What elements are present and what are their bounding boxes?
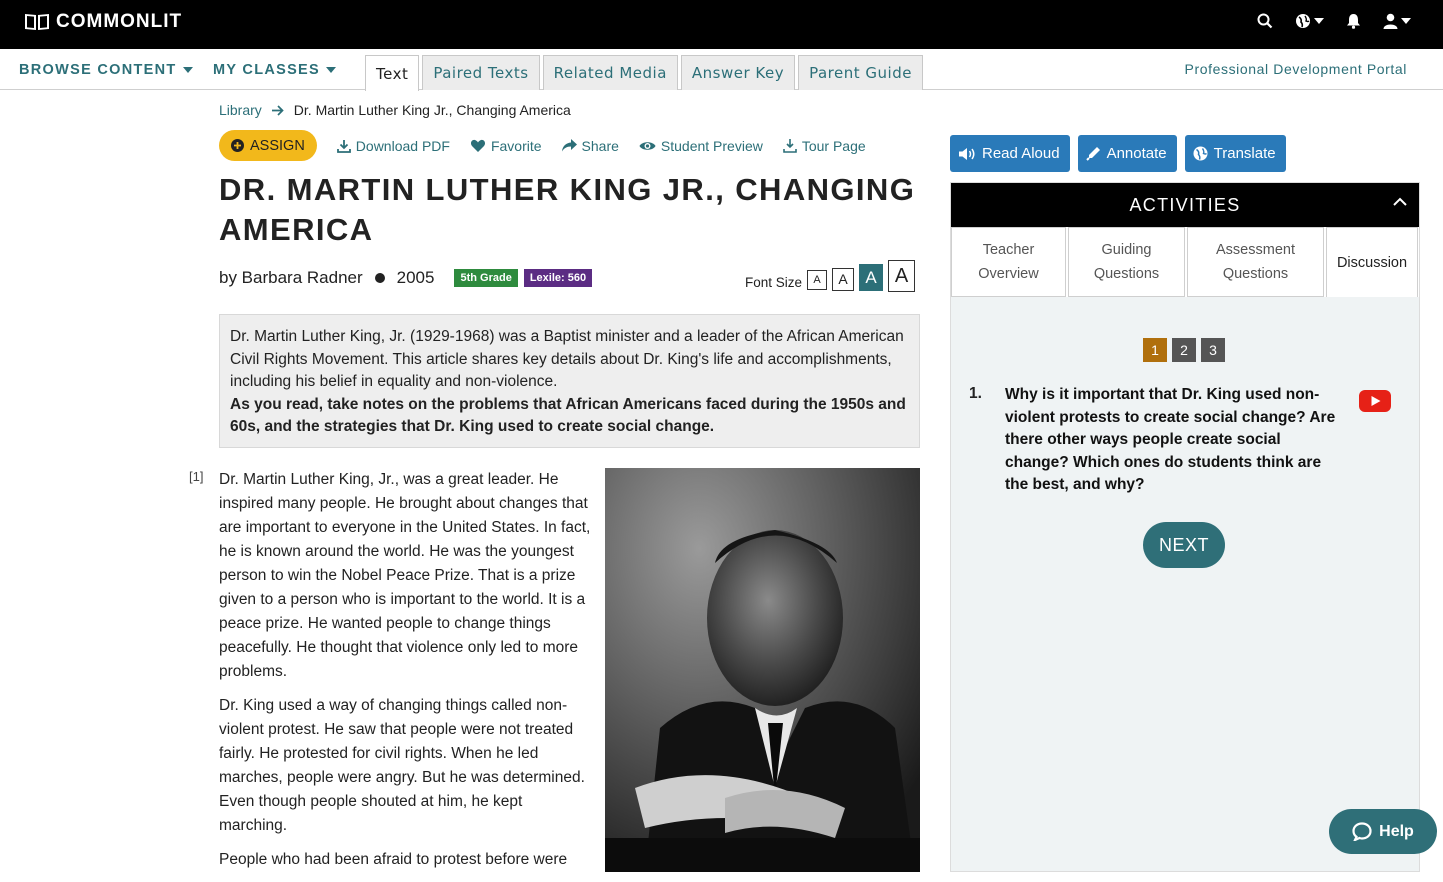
page-1-button[interactable]: 1 (1143, 338, 1167, 362)
tab-assessment-questions[interactable] (1187, 227, 1324, 297)
share-arrow-icon (562, 139, 577, 152)
tour-page-label: Tour Page (801, 137, 866, 154)
font-size-medium-button[interactable]: A (832, 268, 854, 291)
annotate-button[interactable] (1078, 135, 1177, 172)
activities-header[interactable] (951, 183, 1419, 227)
tab-parent-guide[interactable]: Parent Guide (798, 55, 923, 90)
font-size-large-button[interactable]: A (859, 264, 883, 291)
activities-title: ACTIVITIES (1129, 194, 1241, 215)
top-bar (0, 0, 1443, 49)
highlighter-icon (1086, 146, 1101, 161)
tab-related-media[interactable]: Related Media (543, 55, 678, 90)
translate-button[interactable] (1185, 135, 1286, 172)
intro-reading-prompt: As you read, take notes on the problems that African Americans faced during the 1950s and 60s, and the strategies that Dr. King used to create social change. (230, 395, 906, 435)
read-aloud-label: Read Aloud (982, 145, 1060, 162)
read-aloud-button[interactable] (950, 135, 1070, 172)
assign-label: ASSIGN (250, 137, 305, 154)
article-photo (605, 468, 920, 872)
tab-label: Assessment (1216, 242, 1295, 258)
paragraph[interactable]: Dr. King used a way of changing things called non-violent protest. He saw that people were not treated fairly. He protested for civil rights. When he led marches, people were angry. But he was determined. Even though people shouted at him, he kept marching. (219, 697, 585, 834)
tour-page-button[interactable] (783, 138, 866, 154)
tab-label: Questions (1222, 266, 1289, 282)
help-button[interactable] (1329, 809, 1437, 854)
caret-down-icon (183, 67, 193, 73)
student-preview-label: Student Preview (660, 137, 763, 154)
browse-content-label: BROWSE CONTENT (19, 62, 177, 78)
intro-text: Dr. Martin Luther King, Jr. (1929-1968) was a Baptist minister and a leader of the African American Civil Rights Movement. This article shares key details about Dr. King's life and accomplishments, including his belief in equality and non-violence. (230, 328, 904, 390)
question-number: 1. (969, 385, 982, 402)
tour-walk-icon (783, 138, 797, 153)
text-actions (219, 130, 886, 161)
grade-badge: 5th Grade (454, 269, 517, 287)
volume-icon (958, 147, 976, 161)
separator-dot (375, 273, 385, 283)
font-size-control (745, 260, 915, 292)
share-button[interactable] (562, 138, 619, 154)
tab-teacher-overview[interactable] (951, 227, 1066, 297)
user-account-icon[interactable] (1383, 13, 1411, 29)
caret-down-icon (1314, 18, 1324, 24)
heart-icon (470, 139, 486, 153)
font-size-small-button[interactable]: A (807, 270, 827, 290)
publication-year: 2005 (396, 268, 435, 287)
font-size-label: Font Size (745, 274, 803, 290)
secondary-nav (0, 49, 1443, 90)
text-introduction (219, 314, 920, 448)
brand-name: COMMONLIT (56, 11, 183, 32)
my-classes-label: MY CLASSES (213, 62, 321, 78)
share-label: Share (581, 137, 619, 154)
caret-down-icon (1401, 18, 1411, 24)
paragraph[interactable]: People who had been afraid to protest before were (219, 851, 568, 868)
favorite-label: Favorite (490, 137, 542, 154)
byline (219, 268, 592, 288)
author: by Barbara Radner (219, 268, 363, 287)
annotate-label: Annotate (1106, 145, 1167, 162)
download-pdf-label: Download PDF (355, 137, 450, 154)
chevron-up-icon[interactable] (1393, 197, 1407, 206)
eye-icon (639, 140, 656, 152)
text-title: DR. MARTIN LUTHER KING JR., CHANGING AMERICA (219, 172, 916, 247)
language-globe-icon[interactable] (1295, 13, 1324, 29)
assign-button[interactable] (219, 130, 317, 161)
caret-down-icon (326, 67, 336, 73)
tab-paired-texts[interactable]: Paired Texts (422, 55, 539, 90)
notifications-bell-icon[interactable] (1346, 13, 1361, 29)
download-pdf-button[interactable] (337, 138, 450, 154)
activities-panel (950, 182, 1420, 872)
professional-development-link[interactable]: Professional Development Portal (1184, 61, 1407, 77)
tab-label: Teacher (982, 242, 1035, 258)
translate-label: Translate (1213, 145, 1276, 162)
discussion-question: Why is it important that Dr. King used non-violent protests to create social change? Are there other ways people create social change? Which ones do students think are the best, and why? (1005, 386, 1336, 493)
tab-answer-key[interactable]: Answer Key (681, 55, 795, 90)
download-icon (337, 139, 351, 153)
chat-bubble-icon (1352, 822, 1372, 841)
help-label: Help (1379, 822, 1414, 840)
commonlit-logo[interactable] (24, 11, 182, 33)
tab-discussion[interactable] (1326, 227, 1418, 297)
tab-label: Discussion (1336, 254, 1408, 271)
my-classes-menu[interactable] (213, 62, 336, 78)
tab-label: Guiding (1101, 242, 1152, 258)
favorite-button[interactable] (470, 138, 542, 154)
font-size-xlarge-button[interactable]: A (888, 260, 915, 292)
globe-icon (1193, 146, 1208, 161)
tab-label: Overview (978, 266, 1039, 282)
search-icon[interactable] (1257, 13, 1273, 29)
breadcrumb-current: Dr. Martin Luther King Jr., Changing America (293, 102, 571, 118)
page-3-button[interactable]: 3 (1201, 338, 1225, 362)
breadcrumb-library-link[interactable]: Library (219, 102, 262, 118)
next-question-button[interactable]: NEXT (1143, 522, 1225, 568)
paragraph[interactable]: Dr. Martin Luther King, Jr., was a great leader. He inspired many people. He brought about changes that are important to everyone in the United States. In fact, he is known around the world. He was the youngest person to win the Nobel Peace Prize. That is a prize given to a person who is important to the world. It is a peace prize. He wanted people to change things peacefully. He thought that violence only led to more problems. (219, 471, 591, 680)
tab-label: Questions (1093, 266, 1160, 282)
student-preview-button[interactable] (639, 138, 763, 154)
tab-text[interactable]: Text (365, 55, 419, 91)
article-body (219, 468, 594, 882)
browse-content-menu[interactable] (19, 62, 193, 78)
tab-guiding-questions[interactable] (1068, 227, 1185, 297)
breadcrumb (219, 102, 571, 118)
question-pager (1143, 338, 1225, 362)
page-2-button[interactable]: 2 (1172, 338, 1196, 362)
youtube-video-icon[interactable] (1359, 390, 1391, 412)
plus-circle-icon (231, 139, 244, 152)
open-book-icon (24, 12, 50, 32)
lexile-badge: Lexile: 560 (524, 269, 592, 287)
paragraph-number: [1] (189, 469, 204, 484)
arrow-right-icon (272, 105, 284, 116)
reading-tools (950, 135, 1286, 172)
